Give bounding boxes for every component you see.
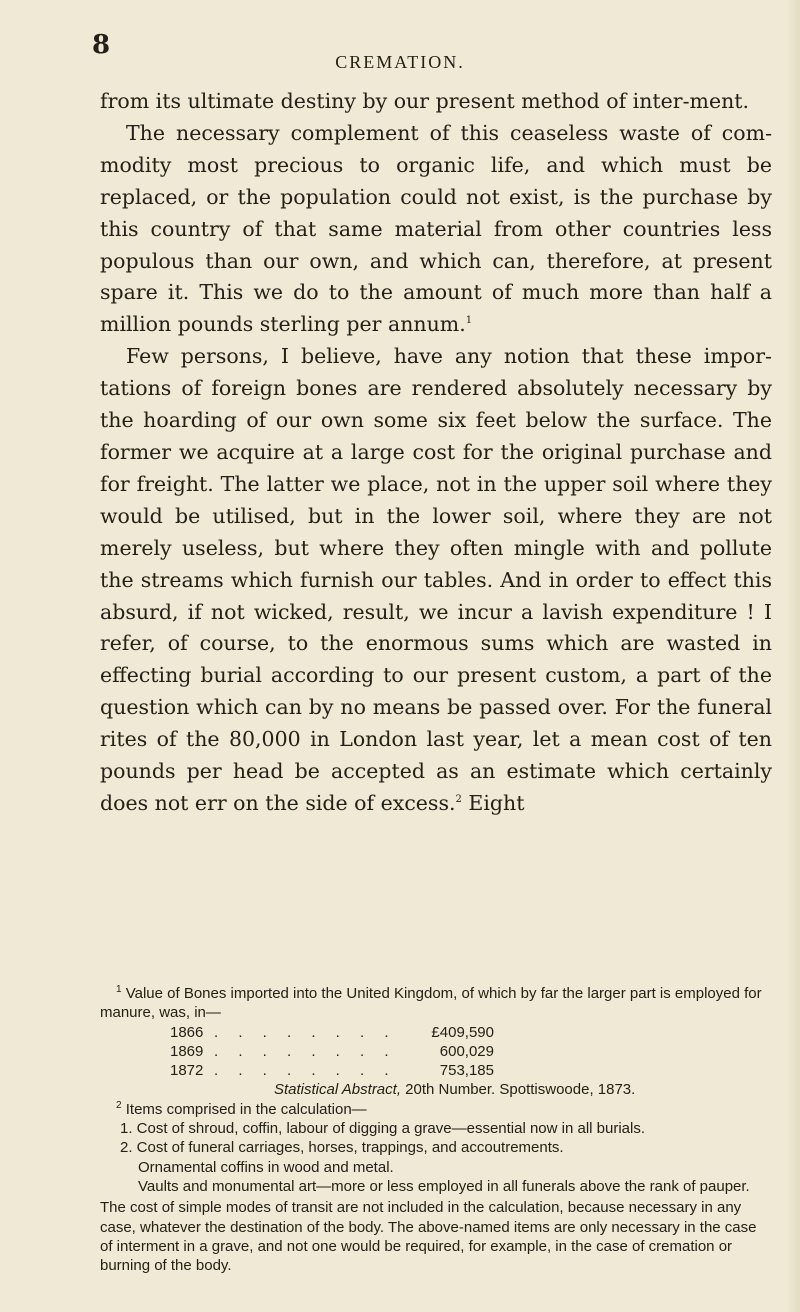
paragraph-1: from its ultimate destiny by our present method of inter-ment. — [100, 89, 750, 113]
table-leader: . . . . . . . . — [214, 1062, 397, 1080]
table-source — [258, 1080, 772, 1099]
paragraph-2 — [100, 118, 772, 341]
footnotes — [100, 984, 772, 1275]
page-edge — [786, 0, 800, 1312]
table-row — [170, 1061, 772, 1080]
running-title: CREMATION. — [335, 52, 465, 72]
paragraph-3-text: Few persons, I believe, have any notion that these impor-tations of foreign bones are rendered absolutely necessary by the hoarding of our own some six feet below the surface. The former we acquire at a large cost for the original purchase and for freight. The latter we place, not in the upper soil where they would be utilised, but in the lower soil, where they are not merely useless, but where they often mingle with and pollute the streams which furnish our tables. And in order to effect this absurd, if not wicked, result, we incur a lavish expenditure ! I refer, of course, to the enormous sums which are wasted in effecting burial according to our present custom, a part of the question which can by no means be passed over. For the funeral rites of the 80,000 in London last year, let a mean cost of ten pounds per head be accepted as an estimate which certainly does not err on the side of excess. — [100, 344, 772, 815]
table-amount: £409,590 — [431, 1023, 494, 1041]
table-year: 1869 — [170, 1042, 204, 1060]
table-year: 1872 — [170, 1062, 204, 1080]
bones-import-table — [100, 1023, 772, 1081]
table-row — [170, 1023, 772, 1042]
list-item: 1. Cost of shroud, coffin, labour of digging a grave—essential now in all burials. — [120, 1120, 646, 1138]
page-number: 8 — [92, 30, 111, 60]
list-item: Vaults and monumental art—more or less employed in all funerals above the rank of pauper. — [138, 1177, 750, 1195]
list-item: Ornamental coffins in wood and metal. — [138, 1158, 394, 1176]
paragraph-3-tail: Eight — [461, 790, 525, 815]
table-row — [170, 1042, 772, 1061]
footnote-1 — [100, 984, 772, 1023]
footnote-2 — [100, 1100, 772, 1119]
footnote-1-text: Value of Bones imported into the United Kingdom, of which by far the larger part is employed for manure, was, in— — [100, 985, 762, 1022]
main-text — [100, 86, 772, 820]
paragraph-2-text: The necessary complement of this ceaseless waste of com-modity most precious to organic life, and which must be replaced, or the population could not exist, is the purchase by this country of that same material from other countries less populous than our own, and which can, therefore, at present spare it. This we do to the amount of much more than half a million pounds sterling per annum. — [100, 120, 772, 337]
footnote-2-closing: The cost of simple modes of transit are not included in the calculation, because necessary in any case, whatever the destination of the body. The above-named items are only necessary in the case of interment in a grave, and not one would be required, for example, in the case of cremation or burning of the body. — [100, 1199, 757, 1275]
source-title: Statistical Abstract, — [274, 1081, 401, 1099]
footnote-2-mark: 2 — [116, 1099, 122, 1111]
footnote-ref-1: 1 — [465, 315, 473, 327]
source-details: 20th Number. Spottiswoode, 1873. — [401, 1081, 636, 1099]
table-leader: . . . . . . . . — [214, 1023, 397, 1041]
footnote-2-text: Items comprised in the calculation— — [125, 1100, 367, 1118]
footnote-1-mark: 1 — [116, 984, 122, 995]
footnote-ref-2: 2 — [455, 794, 462, 806]
paragraph-3 — [100, 341, 772, 820]
table-year: 1866 — [170, 1023, 204, 1041]
table-amount: 600,029 — [439, 1042, 494, 1060]
list-item: 2. Cost of funeral carriages, horses, trappings, and accoutrements. — [120, 1139, 564, 1157]
table-amount: 753,185 — [439, 1062, 494, 1080]
table-leader: . . . . . . . . — [214, 1042, 397, 1060]
